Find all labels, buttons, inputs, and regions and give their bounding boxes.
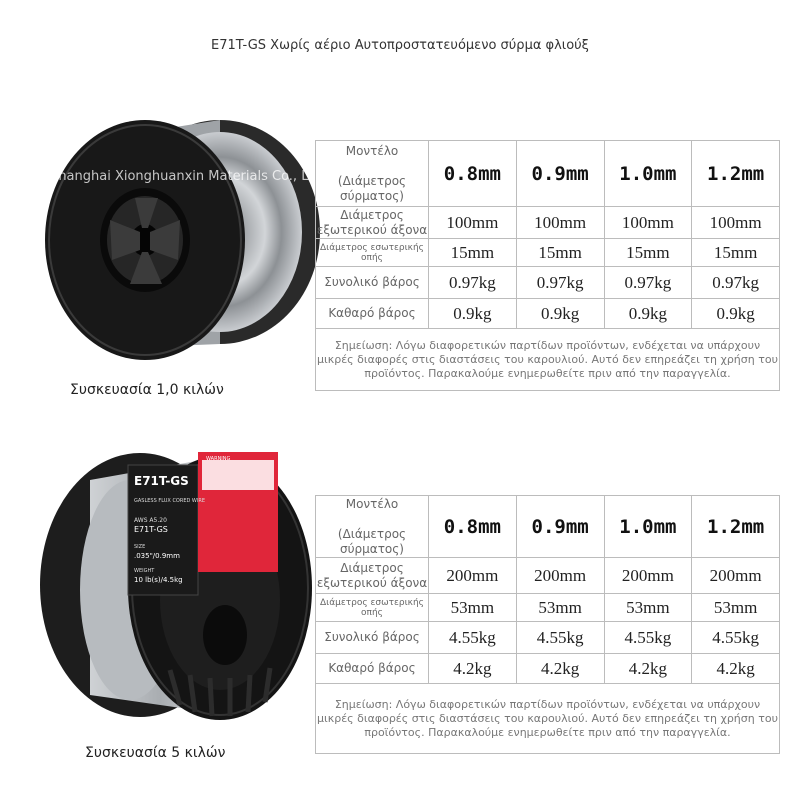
spool-aws-value: E71T-GS	[134, 525, 168, 534]
note-text: Σημείωση: Λόγω διαφορετικών παρτίδων προϊόντων, ενδέχεται να υπάρχουν μικρές διαφορές στις διαστάσεις του καρουλιού. Αυτό δεν επηρεάζει τη χρήση του προϊόντος. Παρακαλούμε ενημερωθείτε πριν από την παραγγελία.	[316, 329, 780, 391]
spec-table-5kg	[315, 495, 780, 754]
model-cell: 0.8mm	[429, 496, 517, 558]
spool-size-value: .035"/0.9mm	[134, 552, 180, 560]
spool-size-label: SIZE	[134, 544, 146, 550]
gross-weight-cell: 0.97kg	[429, 267, 517, 299]
outer-diameter-cell: 200mm	[516, 558, 604, 594]
outer-diameter-label: Διάμετρος εξωτερικού άξονα	[316, 558, 429, 594]
spool-weight-label: WEIGHT	[134, 568, 155, 574]
model-cell: 1.0mm	[604, 141, 692, 207]
spool-warning-label: WARNING	[206, 456, 231, 462]
model-cell: 0.9mm	[516, 141, 604, 207]
spool-product-label: E71T-GS	[134, 474, 189, 488]
outer-diameter-cell: 100mm	[516, 207, 604, 239]
net-weight-cell: 0.9kg	[604, 299, 692, 329]
net-weight-cell: 4.2kg	[604, 654, 692, 684]
model-cell: 0.8mm	[429, 141, 517, 207]
inner-diameter-label: Διάμετρος εσωτερικής οπής	[316, 594, 429, 622]
net-weight-cell: 4.2kg	[516, 654, 604, 684]
gross-weight-cell: 4.55kg	[429, 622, 517, 654]
model-cell: 1.2mm	[692, 496, 780, 558]
watermark: Shanghai Xionghuanxin Materials Co., Ltd.	[50, 169, 326, 184]
spool-type-label: GASLESS FLUX CORED WIRE	[134, 498, 205, 504]
spool-1kg-image	[30, 110, 330, 380]
outer-diameter-cell: 100mm	[429, 207, 517, 239]
gross-weight-label: Συνολικό βάρος	[316, 267, 429, 299]
model-cell: 1.0mm	[604, 496, 692, 558]
outer-diameter-cell: 200mm	[604, 558, 692, 594]
outer-diameter-cell: 100mm	[604, 207, 692, 239]
model-cell: 0.9mm	[516, 496, 604, 558]
net-weight-cell: 0.9kg	[429, 299, 517, 329]
outer-diameter-cell: 200mm	[429, 558, 517, 594]
page-title: E71T-GS Χωρίς αέριο Αυτοπροστατευόμενο σύρμα φλιούξ	[211, 38, 589, 53]
spool-5kg-image	[30, 440, 320, 730]
gross-weight-cell: 0.97kg	[516, 267, 604, 299]
note-text: Σημείωση: Λόγω διαφορετικών παρτίδων προϊόντων, ενδέχεται να υπάρχουν μικρές διαφορές στις διαστάσεις του καρουλιού. Αυτό δεν επηρεάζει τη χρήση του προϊόντος. Παρακαλούμε ενημερωθείτε πριν από την παραγγελία.	[316, 684, 780, 754]
inner-diameter-cell: 53mm	[429, 594, 517, 622]
model-cell: 1.2mm	[692, 141, 780, 207]
outer-diameter-cell: 100mm	[692, 207, 780, 239]
inner-diameter-cell: 53mm	[604, 594, 692, 622]
model-label: Μοντέλο (Διάμετρος σύρματος)	[316, 496, 429, 558]
inner-diameter-label: Διάμετρος εσωτερικής οπής	[316, 239, 429, 267]
spool-aws-label: AWS A5.20	[134, 517, 167, 524]
spec-table-1kg	[315, 140, 780, 391]
gross-weight-cell: 4.55kg	[516, 622, 604, 654]
net-weight-label: Καθαρό βάρος	[316, 299, 429, 329]
caption-5kg: Συσκευασία 5 κιλών	[85, 745, 226, 761]
inner-diameter-cell: 15mm	[429, 239, 517, 267]
outer-diameter-cell: 200mm	[692, 558, 780, 594]
gross-weight-cell: 0.97kg	[604, 267, 692, 299]
gross-weight-cell: 4.55kg	[692, 622, 780, 654]
gross-weight-cell: 4.55kg	[604, 622, 692, 654]
outer-diameter-label: Διάμετρος εξωτερικού άξονα	[316, 207, 428, 237]
model-label: Μοντέλο (Διάμετρος σύρματος)	[316, 141, 429, 207]
caption-1kg: Συσκευασία 1,0 κιλών	[70, 382, 224, 398]
inner-diameter-cell: 15mm	[604, 239, 692, 267]
inner-diameter-cell: 53mm	[516, 594, 604, 622]
inner-diameter-cell: 15mm	[692, 239, 780, 267]
net-weight-cell: 4.2kg	[692, 654, 780, 684]
net-weight-cell: 4.2kg	[429, 654, 517, 684]
net-weight-label: Καθαρό βάρος	[316, 654, 429, 684]
inner-diameter-cell: 53mm	[692, 594, 780, 622]
gross-weight-cell: 0.97kg	[692, 267, 780, 299]
net-weight-cell: 0.9kg	[692, 299, 780, 329]
spool-weight-value: 10 lb(s)/4.5kg	[134, 576, 183, 584]
gross-weight-label: Συνολικό βάρος	[316, 622, 429, 654]
net-weight-cell: 0.9kg	[516, 299, 604, 329]
inner-diameter-cell: 15mm	[516, 239, 604, 267]
